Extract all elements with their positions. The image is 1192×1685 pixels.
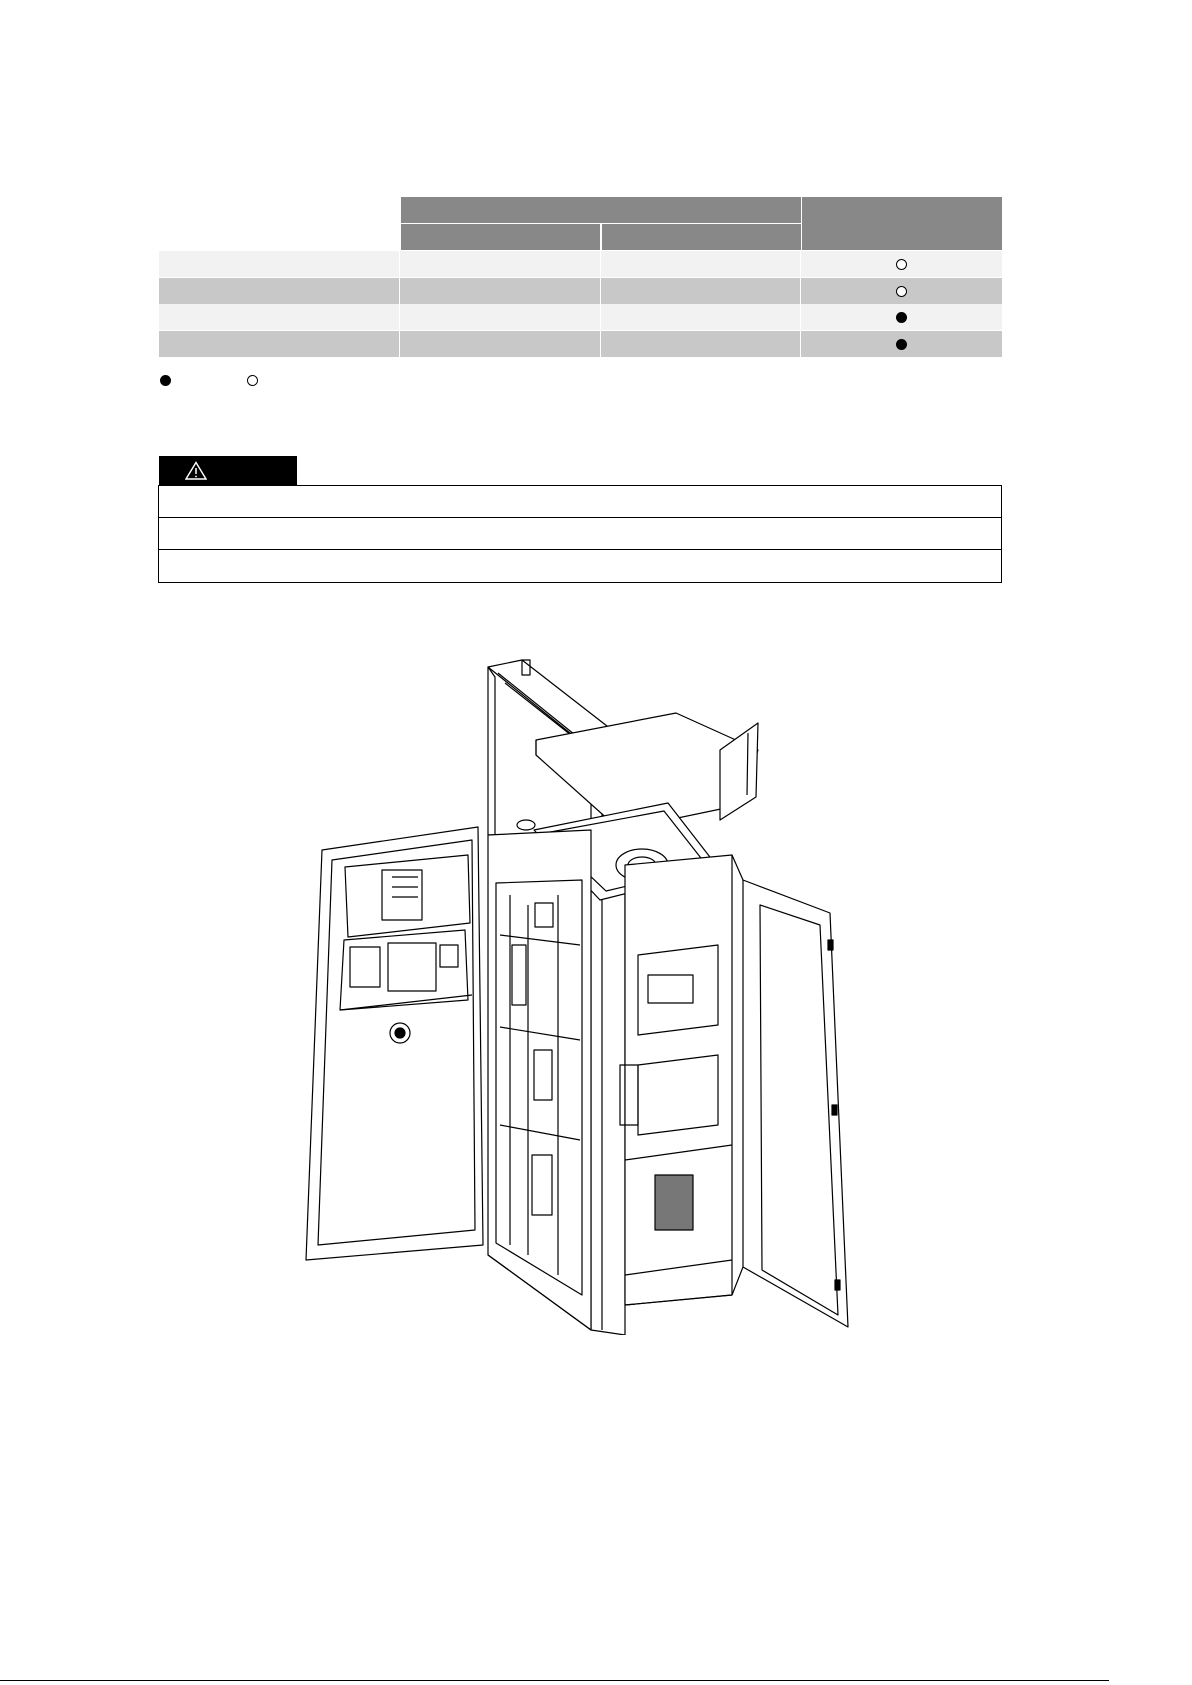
warning-box (158, 485, 1002, 583)
row-value-a (400, 304, 601, 330)
row-mark (801, 278, 1002, 304)
row-mark (801, 304, 1002, 330)
warning-line (159, 550, 1001, 582)
control-cabinet-illustration (300, 655, 860, 1335)
warning-line (159, 486, 1001, 518)
warning-line (159, 518, 1001, 550)
row-value-b (601, 304, 801, 330)
open-circle-icon (896, 259, 907, 270)
row-label (159, 331, 400, 357)
row-value-a (400, 331, 601, 357)
table-row (159, 251, 1002, 277)
header-group (401, 197, 801, 223)
open-circle-icon (896, 286, 907, 297)
warning-triangle-icon (185, 461, 207, 480)
sub-header-a (401, 224, 600, 250)
table-row (159, 304, 1002, 330)
row-value-a (400, 251, 601, 277)
table-row (159, 278, 1002, 304)
open-circle-icon (247, 375, 258, 386)
table-legend (160, 375, 264, 386)
row-label (159, 304, 400, 330)
row-value-b (601, 251, 801, 277)
row-value-a (400, 278, 601, 304)
warning-header (159, 456, 297, 485)
row-label (159, 278, 400, 304)
row-label (159, 251, 400, 277)
filled-circle-icon (896, 312, 907, 323)
row-value-b (601, 331, 801, 357)
filled-circle-icon (896, 339, 907, 350)
right-header (802, 197, 1002, 250)
row-mark (801, 331, 1002, 357)
filled-circle-icon (160, 375, 171, 386)
row-mark (801, 251, 1002, 277)
table-row (159, 331, 1002, 357)
page-footer-rule (0, 1680, 1109, 1681)
row-value-b (601, 278, 801, 304)
sub-header-b (602, 224, 801, 250)
